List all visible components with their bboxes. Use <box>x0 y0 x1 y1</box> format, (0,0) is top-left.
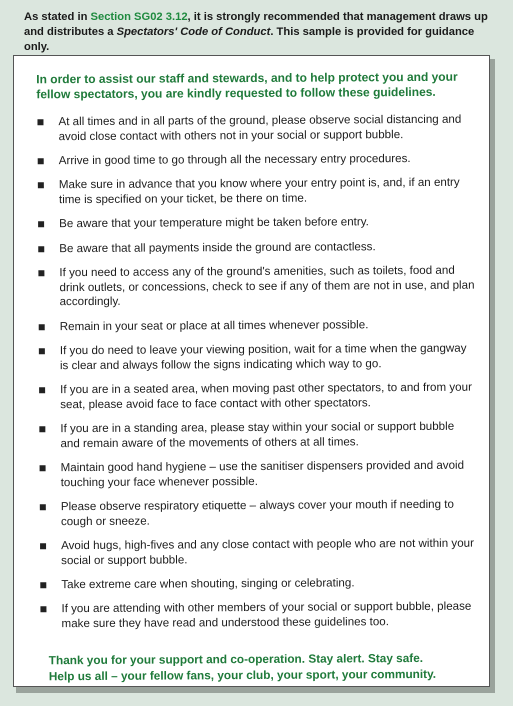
card-lead: In order to assist our staff and stewards, and to help protect you and your fellow spectators, you are kindly requested to follow these guidelines. <box>36 69 458 102</box>
list-item <box>35 215 475 232</box>
list-item-text: If you are in a seated area, when moving past other spectators, to and from your seat, please avoid face to face contact with other spectators. <box>60 380 472 411</box>
list-item-text: Remain in your seat or place at all times whenever possible. <box>59 318 369 333</box>
list-item-text: Take extreme care when shouting, singing or celebrating. <box>61 576 355 592</box>
square-bullet-icon <box>37 119 43 125</box>
list-item <box>36 342 476 374</box>
list-item-text: If you are attending with other members of your social or support bubble, please make sure they have read and understood these guidelines too. <box>61 600 472 631</box>
list-item-text: Be aware that your temperature might be taken before entry. <box>59 215 369 231</box>
square-bullet-icon <box>40 465 46 471</box>
list-item <box>37 459 477 491</box>
list-item-text: Maintain good hand hygiene – use the sanitiser dispensers provided and avoid touching your face whenever possible. <box>60 458 465 489</box>
square-bullet-icon <box>39 348 45 354</box>
list-item <box>36 317 476 334</box>
list-item <box>35 152 475 169</box>
intro-middle: , it is strongly recommended that management draws up and distributes a <box>24 11 488 38</box>
list-item-text: At all times and in all parts of the ground, please observe social distancing and avoid close contact with others not in your social or support bubble. <box>58 112 462 143</box>
intro-prefix: As stated in <box>24 11 91 23</box>
list-item <box>34 113 474 145</box>
list-item <box>36 381 476 413</box>
list-item <box>37 600 477 632</box>
card-content <box>12 55 491 688</box>
list-item-text: If you do need to leave your viewing position, wait for a time when the gangway is clear and always follow the signs indicating which way to go. <box>59 341 467 372</box>
square-bullet-icon <box>39 426 45 432</box>
list-item-text: Be aware that all payments inside the ground are contactless. <box>59 239 376 255</box>
square-bullet-icon <box>39 324 45 330</box>
list-item-text: Please observe respiratory etiquette – always cover your mouth if needing to cough or sneeze. <box>60 497 454 528</box>
square-bullet-icon <box>38 270 44 276</box>
square-bullet-icon <box>38 158 44 164</box>
list-item <box>36 420 476 452</box>
intro-suffix: . This sample is provided for guidance only. <box>24 26 475 53</box>
list-item-text: Arrive in good time to go through all the necessary entry procedures. <box>58 152 411 168</box>
square-bullet-icon <box>38 222 44 228</box>
list-item <box>35 239 475 256</box>
code-of-conduct-card <box>13 55 490 687</box>
list-item <box>35 264 475 310</box>
intro-paragraph <box>24 10 494 55</box>
document-title: Spectators' Code of Conduct <box>116 26 271 38</box>
list-item <box>37 498 477 530</box>
list-item-text: If you need to access any of the ground's amenities, such as toilets, food and drink outlets, or concessions, check to see if any of them are not in use, and plan accordingly. <box>59 263 475 309</box>
square-bullet-icon <box>40 543 46 549</box>
square-bullet-icon <box>40 582 46 588</box>
square-bullet-icon <box>38 183 44 189</box>
list-item <box>37 537 477 569</box>
list-item <box>37 576 477 593</box>
outro-line-1: Thank you for your support and co-operation. Stay alert. Stay safe. <box>48 650 424 668</box>
square-bullet-icon <box>39 387 45 393</box>
card-outro <box>49 651 469 685</box>
square-bullet-icon <box>38 246 44 252</box>
list-item <box>35 176 475 208</box>
guidelines-list <box>34 113 477 642</box>
outro-line-2: Help us all – your fellow fans, your club, your sport, your community. <box>48 666 437 683</box>
list-item-text: Avoid hugs, high-fives and any close contact with people who are not within your social or support bubble. <box>61 536 475 567</box>
list-item-text: Make sure in advance that you know where your entry point is, and, if an entry time is specified on your ticket, be there on time. <box>58 176 460 207</box>
list-item-text: If you are in a standing area, please stay within your social or support bubble and remain aware of the movements of others at all times. <box>60 419 455 450</box>
square-bullet-icon <box>40 504 46 510</box>
square-bullet-icon <box>40 607 46 613</box>
section-reference: Section SG02 3.12 <box>90 11 188 23</box>
